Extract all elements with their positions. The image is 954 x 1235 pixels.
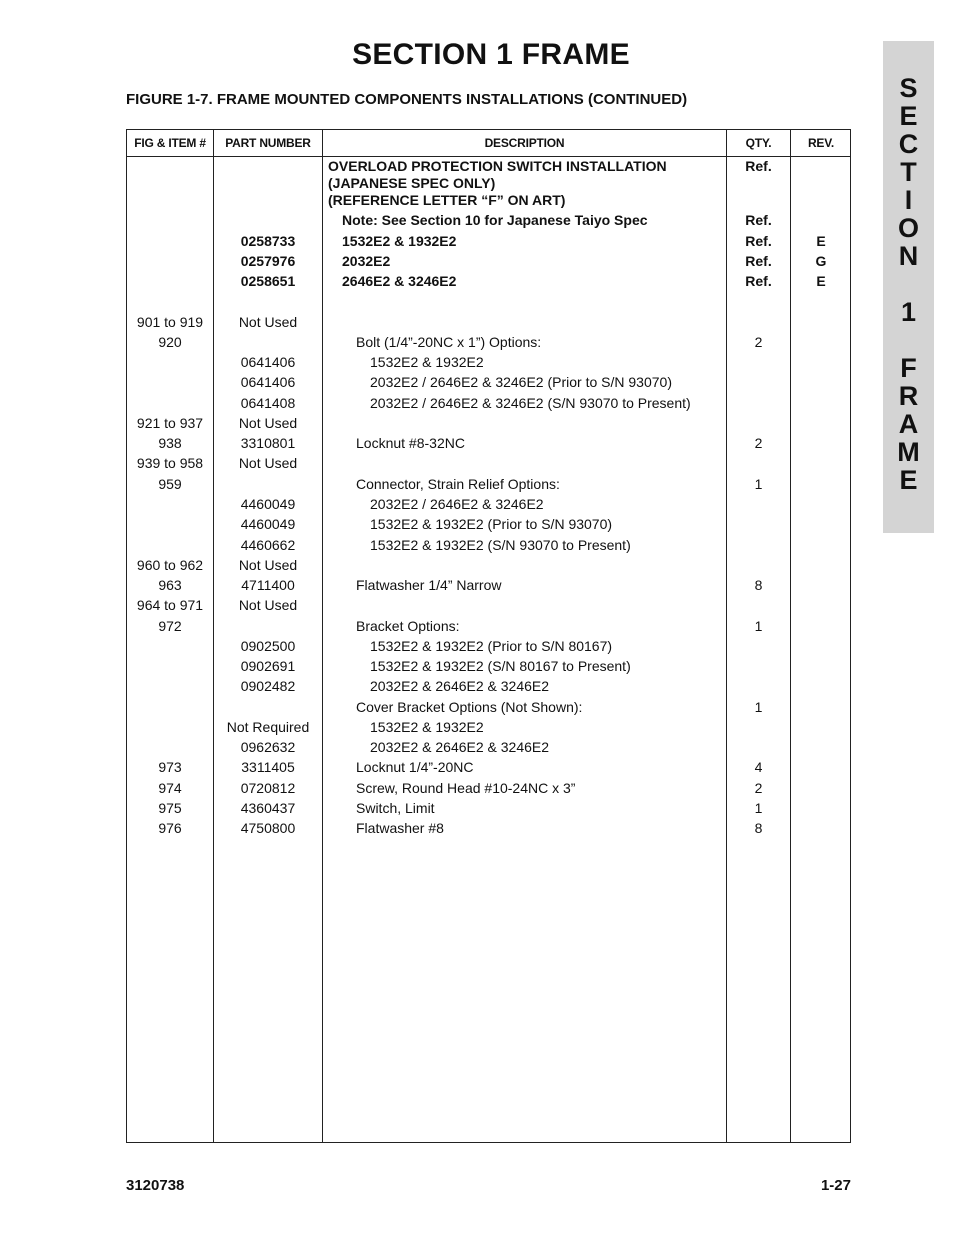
description-cell: 1532E2 & 1932E2 — [370, 354, 484, 370]
part-number-cell: 4360437 — [240, 800, 296, 816]
document-number: 3120738 — [126, 1177, 185, 1194]
part-number-cell: Not Used — [238, 455, 298, 471]
part-number-cell: 0641406 — [240, 374, 296, 390]
section-side-tab — [883, 41, 934, 533]
header-item: FIG & ITEM # — [134, 136, 206, 150]
item-number-cell: 939 to 958 — [136, 455, 204, 471]
description-cell: Locknut #8-32NC — [356, 435, 465, 451]
table-row — [127, 678, 850, 698]
table-row — [127, 618, 850, 638]
description-cell: 2032E2 / 2646E2 & 3246E2 (S/N 93070 to Present) — [370, 395, 691, 411]
table-row — [127, 496, 850, 516]
table-row — [127, 597, 850, 617]
table-row — [127, 719, 850, 739]
header-description: DESCRIPTION — [484, 136, 565, 150]
rev-cell: E — [816, 273, 826, 289]
item-number-cell: 938 — [158, 435, 182, 451]
table-row — [127, 658, 850, 678]
side-tab-letter: C — [898, 129, 919, 159]
table-row — [127, 577, 850, 597]
part-number-cell: 3311405 — [241, 759, 295, 775]
table-row — [127, 739, 850, 759]
header-part-number: PART NUMBER — [225, 136, 311, 150]
part-number-cell: Not Used — [238, 597, 298, 613]
description-cell: 2032E2 / 2646E2 & 3246E2 — [370, 496, 544, 512]
table-row — [127, 395, 850, 415]
side-tab-letters — [883, 74, 934, 494]
description-cell: OVERLOAD PROTECTION SWITCH INSTALLATION — [328, 158, 667, 174]
table-row — [127, 435, 850, 455]
header-qty: QTY. — [745, 136, 772, 150]
parts-table — [126, 129, 851, 1143]
table-row — [127, 759, 850, 779]
side-tab-letter: N — [898, 241, 919, 271]
side-tab-letter — [883, 270, 934, 298]
table-row — [127, 537, 850, 557]
table-row — [127, 192, 850, 212]
qty-cell: Ref. — [745, 233, 772, 249]
qty-cell: 1 — [754, 618, 763, 634]
rev-cell: E — [816, 233, 826, 249]
rev-cell: G — [815, 253, 827, 269]
table-row — [127, 638, 850, 658]
table-row — [127, 476, 850, 496]
part-number-cell: 4460049 — [240, 516, 296, 532]
table-row — [127, 699, 850, 719]
qty-cell: 4 — [754, 759, 763, 775]
description-cell: Locknut 1/4”-20NC — [356, 759, 474, 775]
item-number-cell: 921 to 937 — [136, 415, 204, 431]
table-row — [127, 253, 850, 273]
table-row — [127, 820, 850, 840]
side-tab-letter — [883, 326, 934, 354]
header-divider — [127, 156, 850, 157]
item-number-cell: 972 — [158, 618, 182, 634]
part-number-cell: Not Used — [238, 415, 298, 431]
qty-cell: 2 — [754, 780, 763, 796]
table-row — [127, 557, 850, 577]
table-row — [127, 314, 850, 334]
item-number-cell: 960 to 962 — [136, 557, 204, 573]
qty-cell: 8 — [754, 820, 763, 836]
item-number-cell: 920 — [158, 334, 182, 350]
qty-cell: Ref. — [745, 253, 772, 269]
side-tab-letter: R — [898, 381, 919, 411]
side-tab-letter: I — [904, 185, 913, 215]
item-number-cell: 963 — [158, 577, 182, 593]
table-row — [127, 516, 850, 536]
part-number-cell: 4460662 — [240, 537, 296, 553]
side-tab-letter: 1 — [900, 297, 917, 327]
description-cell: 1532E2 & 1932E2 (Prior to S/N 80167) — [370, 638, 613, 654]
side-tab-letter: F — [900, 353, 917, 383]
description-cell: Flatwasher 1/4” Narrow — [356, 577, 502, 593]
part-number-cell: 0258733 — [240, 233, 296, 249]
section-title: SECTION 1 FRAME — [352, 38, 630, 71]
item-number-cell: 974 — [158, 780, 182, 796]
side-tab-letter: O — [897, 213, 919, 243]
qty-cell: Ref. — [745, 212, 772, 228]
description-cell: Note: See Section 10 for Japanese Taiyo Spec — [342, 212, 648, 228]
item-number-cell: 973 — [158, 759, 182, 775]
qty-cell: 1 — [754, 476, 763, 492]
table-row — [127, 374, 850, 394]
description-cell: Switch, Limit — [356, 800, 435, 816]
part-number-cell: 0962632 — [240, 739, 296, 755]
part-number-cell: Not Used — [238, 557, 298, 573]
table-row — [127, 455, 850, 475]
description-cell: Bolt (1/4”-20NC x 1”) Options: — [356, 334, 542, 350]
part-number-cell: 0902500 — [240, 638, 296, 654]
item-number-cell: 975 — [158, 800, 182, 816]
description-cell: 2032E2 / 2646E2 & 3246E2 (Prior to S/N 93070) — [370, 374, 672, 390]
qty-cell: 2 — [754, 334, 763, 350]
qty-cell: 2 — [754, 435, 763, 451]
part-number-cell: Not Used — [238, 314, 298, 330]
part-number-cell: 0902482 — [240, 678, 296, 694]
item-number-cell: 901 to 919 — [136, 314, 204, 330]
table-row — [127, 415, 850, 435]
header-rev: REV. — [807, 136, 835, 150]
description-cell: 2032E2 & 2646E2 & 3246E2 — [370, 739, 550, 755]
qty-cell: 8 — [754, 577, 763, 593]
item-number-cell: 959 — [158, 476, 182, 492]
qty-cell: Ref. — [745, 273, 772, 289]
item-number-cell: 964 to 971 — [136, 597, 204, 613]
table-row — [127, 233, 850, 253]
part-number-cell: 0257976 — [240, 253, 296, 269]
table-row — [127, 354, 850, 374]
table-row — [127, 780, 850, 800]
description-cell: 2032E2 & 2646E2 & 3246E2 — [370, 678, 550, 694]
description-cell: 1532E2 & 1932E2 — [342, 233, 457, 249]
description-cell: (JAPANESE SPEC ONLY) — [328, 175, 496, 191]
description-cell: 1532E2 & 1932E2 (S/N 93070 to Present) — [370, 537, 631, 553]
part-number-cell: Not Required — [226, 719, 310, 735]
description-cell: 1532E2 & 1932E2 (S/N 80167 to Present) — [370, 658, 631, 674]
part-number-cell: 0641408 — [240, 395, 296, 411]
page-number: 1-27 — [820, 1177, 851, 1194]
side-tab-letter: M — [897, 437, 920, 467]
part-number-cell: 0720812 — [240, 780, 296, 796]
description-cell: Screw, Round Head #10-24NC x 3” — [356, 780, 576, 796]
side-tab-letter: E — [899, 101, 918, 131]
description-cell: 2032E2 — [342, 253, 391, 269]
qty-cell: Ref. — [745, 158, 772, 174]
table-row — [127, 212, 850, 232]
description-cell: 1532E2 & 1932E2 (Prior to S/N 93070) — [370, 516, 613, 532]
part-number-cell: 4750800 — [240, 820, 296, 836]
description-cell: Cover Bracket Options (Not Shown): — [356, 699, 583, 715]
part-number-cell: 0641406 — [240, 354, 296, 370]
description-cell: 1532E2 & 1932E2 — [370, 719, 484, 735]
qty-cell: 1 — [754, 800, 763, 816]
description-cell: Flatwasher #8 — [356, 820, 444, 836]
description-cell: (REFERENCE LETTER “F” ON ART) — [328, 192, 566, 208]
part-number-cell: 3310801 — [240, 435, 296, 451]
part-number-cell: 0902691 — [240, 658, 296, 674]
part-number-cell: 0258651 — [240, 273, 296, 289]
description-cell: Bracket Options: — [356, 618, 460, 634]
item-number-cell: 976 — [158, 820, 182, 836]
description-cell: Connector, Strain Relief Options: — [356, 476, 560, 492]
table-row — [127, 273, 850, 293]
part-number-cell: 4460049 — [240, 496, 296, 512]
table-row — [127, 800, 850, 820]
qty-cell: 1 — [754, 699, 763, 715]
side-tab-letter: S — [899, 73, 918, 103]
side-tab-letter: T — [900, 157, 917, 187]
side-tab-letter: E — [899, 465, 918, 495]
side-tab-letter: A — [898, 409, 919, 439]
description-cell: 2646E2 & 3246E2 — [342, 273, 457, 289]
table-row — [127, 334, 850, 354]
figure-title: FIGURE 1-7. FRAME MOUNTED COMPONENTS INSTALLATIONS (CONTINUED) — [126, 91, 688, 108]
part-number-cell: 4711400 — [241, 577, 295, 593]
